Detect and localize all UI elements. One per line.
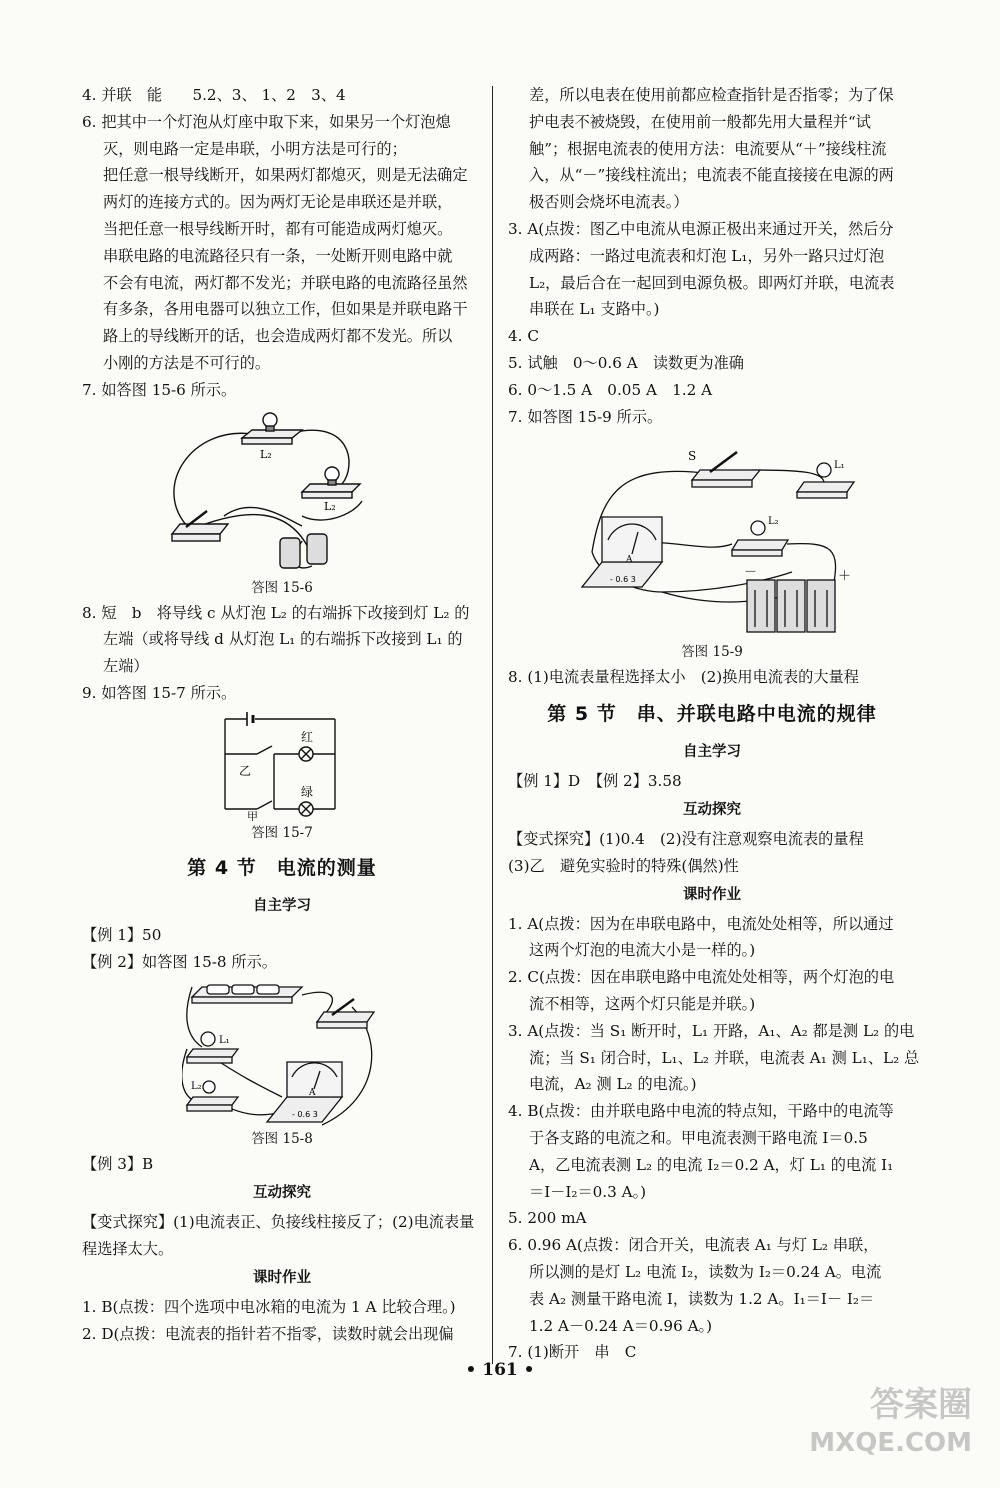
figure-15-9 bbox=[508, 432, 916, 640]
homework-line: 6. 0.96 A(点拨：闭合开关，电流表 A₁ 与灯 L₂ 串联， bbox=[508, 1236, 879, 1255]
figure-caption: 答图 15-9 bbox=[681, 644, 743, 661]
answer-line: 8. (1)电流表量程选择太小 (2)换用电流表的大量程 bbox=[508, 668, 859, 687]
right-column bbox=[508, 82, 920, 1366]
homework-line: 于各支路的电流之和。甲电流表测干路电流 I＝0.5 bbox=[529, 1128, 868, 1147]
battery-plus: ＋ bbox=[838, 569, 852, 585]
answer-line: 灭，则电路一定是串联，小明方法是可行的； bbox=[103, 139, 407, 158]
answer-line: 串联电路的电流路径只有一条，一处断开则电路中就 bbox=[103, 246, 453, 265]
answer-line: 把任意一根导线断开，如果两灯都熄灭，则是无法确定 bbox=[103, 166, 468, 185]
label-s: S bbox=[688, 449, 697, 464]
page-number: • 161 • bbox=[465, 1360, 535, 1380]
ammeter-scale: - 0.6 3 bbox=[610, 575, 636, 585]
answer-line: 8. 短 b 将导线 c 从灯泡 L₂ 的右端拆下改接到灯 L₂ 的 bbox=[82, 603, 470, 622]
variant-line: 程选择太大。 bbox=[82, 1239, 174, 1258]
circuit-diagram-15-6 bbox=[152, 406, 412, 576]
homework-line: 电流，A₂ 测 L₂ 的电流。) bbox=[529, 1075, 697, 1094]
answer-line: 护电表不被烧毁，在使用前一般都先用大量程并“试 bbox=[529, 112, 871, 131]
homework-line: 1. A(点拨：因为在串联电路中，电流处处相等，所以通过 bbox=[508, 914, 894, 933]
section-title-4: 第 4 节 电流的测量 bbox=[187, 856, 377, 879]
figure-caption: 答图 15-6 bbox=[251, 579, 313, 596]
example-3: 【例 3】B bbox=[82, 1155, 154, 1174]
watermark-url: MXQE.COM bbox=[809, 1428, 972, 1458]
heading-hudong: 互动探究 bbox=[253, 1185, 311, 1202]
homework-line: A，乙电流表测 L₂ 的电流 I₂＝0.2 A，灯 L₁ 的电流 I₁ bbox=[529, 1155, 894, 1174]
homework-line: 流不相等，这两个灯只能是并联。) bbox=[529, 994, 756, 1013]
answer-line: 成两路：一路过电流表和灯泡 L₁，另外一路只过灯泡 bbox=[529, 246, 885, 265]
figure-caption: 答图 15-7 bbox=[251, 824, 313, 841]
homework-line: 3. A(点拨：当 S₁ 断开时，L₁ 开路，A₁、A₂ 都是测 L₂ 的电 bbox=[508, 1021, 915, 1040]
homework-line: 流；当 S₁ 闭合时，L₁、L₂ 并联，电流表 A₁ 测 L₁、L₂ 总 bbox=[529, 1048, 920, 1067]
heading-keshi: 课时作业 bbox=[253, 1269, 311, 1286]
ammeter-scale: - 0.6 3 bbox=[292, 1110, 318, 1120]
ammeter-label: A bbox=[626, 555, 633, 566]
answer-line: 7. 如答图 15-9 所示。 bbox=[508, 407, 663, 426]
variant-line: 【变式探究】(1)0.4 (2)没有注意观察电流表的量程 bbox=[508, 829, 864, 848]
homework-line: 这两个灯泡的电流大小是一样的。) bbox=[529, 941, 756, 960]
answer-line: 小刚的方法是不可行的。 bbox=[103, 353, 271, 372]
figure-caption: 答图 15-8 bbox=[251, 1131, 313, 1148]
answer-line: 9. 如答图 15-7 所示。 bbox=[82, 683, 237, 702]
answer-line: 6. 把其中一个灯泡从灯座中取下来，如果另一个灯泡熄 bbox=[82, 112, 451, 131]
watermark-logo bbox=[809, 1386, 972, 1462]
answer-line: 极否则会烧坏电流表。） bbox=[529, 193, 689, 212]
homework-line: 1.2 A－0.24 A＝0.96 A。) bbox=[529, 1316, 713, 1335]
answer-line: 差，所以电表在使用前都应检查指针是否指零；为了保 bbox=[529, 86, 894, 104]
answer-line: L₂，最后合在一起回到电源负极。即两灯并联，电流表 bbox=[529, 273, 895, 292]
figure-15-6 bbox=[82, 406, 482, 576]
answer-line: 当把任意一根导线断开时，都有可能造成两灯熄灭。 bbox=[103, 219, 453, 238]
label-l1: L₂ bbox=[260, 447, 272, 461]
answer-line: 6. 0～1.5 A 0.05 A 1.2 A bbox=[508, 380, 713, 399]
homework-line: 7. (1)断开 串 C bbox=[508, 1343, 637, 1362]
heading-zizhu: 自主学习 bbox=[683, 744, 741, 761]
answer-line: 左端（或将导线 d 从灯泡 L₁ 的右端拆下改接到 L₁ 的 bbox=[103, 630, 463, 649]
answer-line: 路上的导线断开的话，也会造成两灯都不发光。所以 bbox=[103, 327, 453, 346]
right-homework bbox=[508, 911, 920, 1367]
label-yi: 乙 bbox=[239, 763, 252, 778]
section-title-5: 第 5 节 串、并联电路中电流的规律 bbox=[547, 703, 877, 726]
label-l2: L₂ bbox=[768, 516, 779, 528]
label-l2: L₂ bbox=[324, 499, 336, 513]
example-1: 【例 1】50 bbox=[82, 925, 162, 944]
left-answers-4-7 bbox=[82, 82, 482, 404]
answer-line: 左端） bbox=[103, 657, 149, 676]
ammeter-label: A bbox=[309, 1088, 316, 1099]
homework-line: 2. D(点拨：电流表的指针若不指零，读数时就会出现偏 bbox=[82, 1324, 454, 1343]
answer-line: 3. A(点拨：图乙中电流从电源正极出来通过开关，然后分 bbox=[508, 219, 894, 238]
answer-line: 有多条，各用电器可以独立工作，但如果是并联电路干 bbox=[103, 300, 468, 319]
left-column bbox=[82, 82, 482, 1347]
circuit-diagram-15-9 bbox=[562, 432, 862, 640]
answer-line: 两灯的连接方式的。因为两灯无论是串联还是并联， bbox=[103, 193, 453, 212]
label-jia: 甲 bbox=[247, 809, 258, 821]
label-green: 绿 bbox=[301, 784, 314, 799]
variant-line: 【变式探究】(1)电流表正、负接线柱接反了；(2)电流表量 bbox=[82, 1213, 475, 1232]
answer-line: 不会有电流，两灯都不发光；并联电路的电流路径虽然 bbox=[103, 273, 468, 292]
homework-line: ＝I－I₂＝0.3 A。) bbox=[529, 1182, 647, 1201]
right-answers-top bbox=[508, 82, 916, 430]
answer-line: 4. C bbox=[508, 327, 539, 346]
homework-line: 5. 200 mA bbox=[508, 1209, 587, 1228]
answer-line: 入，从“－”接线柱流出；电流表不能直接接在电源的两 bbox=[529, 166, 894, 185]
answer-line: 触”；根据电流表的使用方法：电流要从“＋”接线柱流 bbox=[529, 139, 887, 158]
answer-line: 4. 并联 能 5.2、3、 1、2 3、4 bbox=[82, 86, 346, 104]
answer-line: 串联在 L₁ 支路中。) bbox=[529, 300, 660, 319]
label-l1: L₁ bbox=[219, 1035, 230, 1047]
left-answers-8-9 bbox=[82, 600, 482, 707]
heading-zizhu: 自主学习 bbox=[253, 897, 311, 914]
label-l2: L₂ bbox=[191, 1081, 202, 1093]
heading-hudong: 互动探究 bbox=[683, 801, 741, 818]
column-divider bbox=[492, 86, 493, 1364]
homework-line: 1. B(点拨：四个选项中电冰箱的电流为 1 A 比较合理。) bbox=[82, 1297, 456, 1316]
examples: 【例 1】D 【例 2】3.58 bbox=[508, 772, 682, 791]
answer-line: 7. 如答图 15-6 所示。 bbox=[82, 380, 237, 399]
heading-keshi: 课时作业 bbox=[683, 886, 741, 903]
label-l1: L₁ bbox=[834, 460, 845, 472]
homework-line: 4. B(点拨：由并联电路中电流的特点知，干路中的电流等 bbox=[508, 1102, 894, 1121]
answer-line: 5. 试触 0～0.6 A 读数更为准确 bbox=[508, 353, 744, 372]
variant-line: (3)乙 避免实验时的特殊(偶然)性 bbox=[508, 856, 739, 875]
watermark-text: 答案圈 bbox=[870, 1385, 972, 1425]
battery-minus: － bbox=[744, 565, 758, 581]
figure-15-7 bbox=[82, 709, 482, 821]
homework-line: 所以测的是灯 L₂ 电流 I₂，读数为 I₂＝0.24 A。电流 bbox=[529, 1262, 882, 1281]
homework-line: 2. C(点拨：因在串联电路中电流处处相等，两个灯泡的电 bbox=[508, 968, 895, 987]
example-2: 【例 2】如答图 15-8 所示。 bbox=[82, 952, 277, 971]
label-red: 红 bbox=[301, 729, 314, 744]
circuit-diagram-15-8 bbox=[182, 977, 382, 1127]
homework-line: 表 A₂ 测量干路电流 I，读数为 1.2 A。I₁＝I－ I₂＝ bbox=[529, 1289, 875, 1308]
figure-15-8 bbox=[82, 977, 482, 1127]
circuit-diagram-15-7 bbox=[217, 709, 347, 821]
